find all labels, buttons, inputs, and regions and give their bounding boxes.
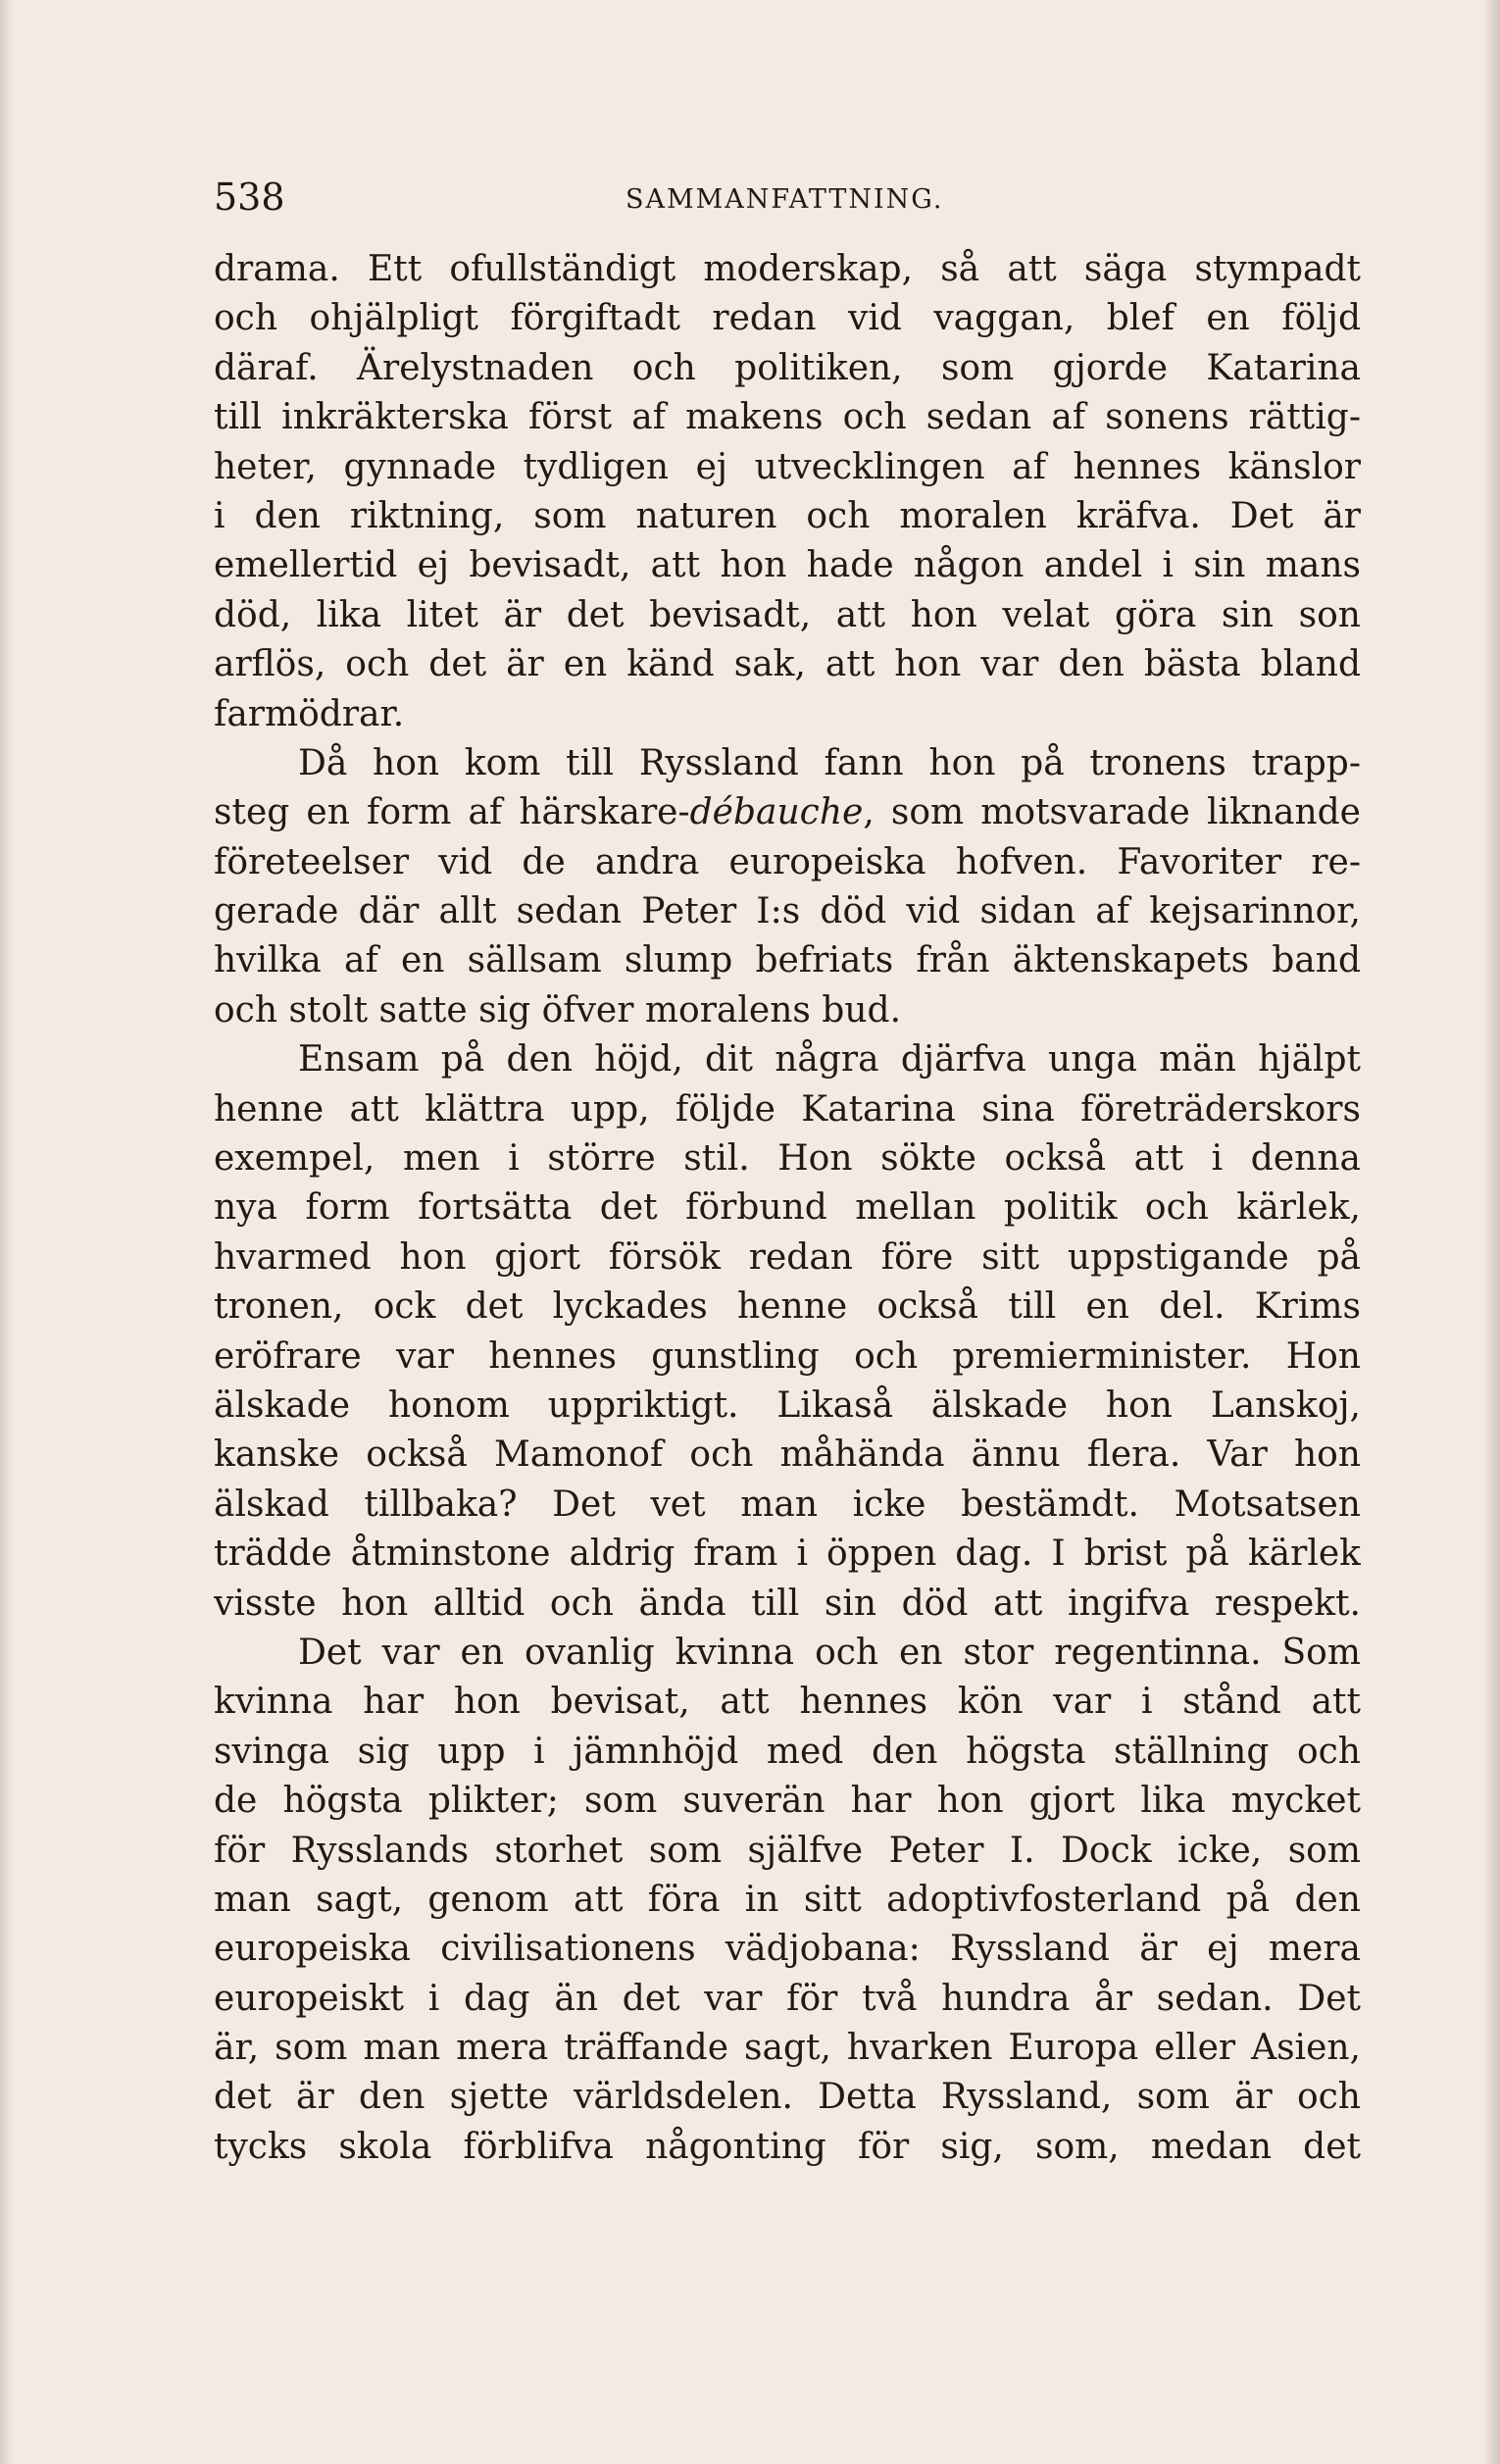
text-line: och ohjälpligt förgiftadt redan vid vaggan, blef en följd: [214, 298, 1361, 339]
text-line: hvilka af en sällsam slump befriats från äktenskapets band: [214, 940, 1361, 981]
page-number: 538: [214, 176, 285, 219]
text-line: nya form fortsätta det förbund mellan politik och kärlek,: [214, 1187, 1361, 1229]
text-line: hvarmed hon gjort försök redan före sitt uppstigande på: [214, 1236, 1361, 1278]
text-line: emellertid ej bevisadt, att hon hade någon andel i sin mans: [214, 545, 1361, 586]
running-head: SAMMANFATTNING.: [625, 184, 944, 215]
text-line: visste hon alltid och ända till sin död att ingifva respekt.: [214, 1583, 1361, 1624]
text-line: tycks skola förblifva någonting för sig, som, medan det: [214, 2126, 1361, 2167]
text-line: drama. Ett ofullständigt moderskap, så att säga stympadt: [214, 249, 1361, 289]
text-line: arflös, och det är en känd sak, att hon var den bästa bland: [214, 644, 1361, 685]
text-fragment: , som motsvarade liknande: [863, 792, 1361, 833]
text-line: europeiskt i dag än det var för två hundra år sedan. Det: [214, 1978, 1361, 2019]
text-line: för Rysslands storhet som själfve Peter I. Dock icke, som: [214, 1830, 1361, 1871]
text-line: är, som man mera träffande sagt, hvarken Europa eller Asien,: [214, 2028, 1361, 2069]
page-edge-right: [1482, 0, 1500, 2464]
text-line: däraf. Ärelystnaden och politiken, som gjorde Katarina: [214, 347, 1361, 388]
text-line: svinga sig upp i jämnhöjd med den högsta ställning och: [214, 1731, 1361, 1772]
text-line: exempel, men i större stil. Hon sökte också att i denna: [214, 1138, 1361, 1180]
text-line: företeelser vid de andra europeiska hofven. Favoriter re-: [214, 841, 1361, 882]
text-line: Det var en ovanlig kvinna och en stor regentinna. Som: [298, 1632, 1361, 1673]
text-line: kvinna har hon bevisat, att hennes kön var i stånd att: [214, 1682, 1361, 1723]
text-line: älskad tillbaka? Det vet man icke bestämdt. Motsatsen: [214, 1483, 1361, 1525]
text-line: europeiska civilisationens vädjobana: Ryssland är ej mera: [214, 1929, 1361, 1970]
page-edge-left: [0, 0, 14, 2464]
text-line: Ensam på den höjd, dit några djärfva unga män hjälpt: [298, 1039, 1361, 1081]
text-line: död, lika litet är det bevisadt, att hon velat göra sin son: [214, 594, 1361, 635]
text-line: det är den sjette världsdelen. Detta Ryssland, som är och: [214, 2077, 1361, 2118]
text-line: tronen, ock det lyckades henne också till en del. Krims: [214, 1286, 1361, 1328]
text-line-with-italic: [214, 788, 1361, 837]
text-line: trädde åtminstone aldrig fram i öppen dag. I brist på kärlek: [214, 1534, 1361, 1575]
text-line: farmödrar.: [214, 693, 405, 734]
text-line: man sagt, genom att föra in sitt adoptivfosterland på den: [214, 1879, 1361, 1920]
text-fragment: steg en form af härskare-: [214, 792, 690, 833]
text-line: eröfrare var hennes gunstling och premierminister. Hon: [214, 1335, 1361, 1377]
page-header: [214, 173, 1361, 222]
text-line: de högsta plikter; som suverän har hon gjort lika mycket: [214, 1781, 1361, 1822]
text-line: älskade honom uppriktigt. Likaså älskade hon Lanskoj,: [214, 1384, 1361, 1426]
text-line: henne att klättra upp, följde Katarina sina företräderskors: [214, 1088, 1361, 1130]
text-line: gerade där allt sedan Peter I:s död vid sidan af kejsarinnor,: [214, 891, 1361, 932]
text-line: Då hon kom till Ryssland fann hon på tronens trapp-: [298, 742, 1361, 783]
body-text: [214, 245, 1361, 2172]
text-line: och stolt satte sig öfver moralens bud.: [214, 989, 902, 1031]
text-line: till inkräkterska först af makens och sedan af sonens rättig-: [214, 397, 1361, 438]
text-line: kanske också Mamonof och måhända ännu flera. Var hon: [214, 1434, 1361, 1476]
text-line: heter, gynnade tydligen ej utvecklingen af hennes känslor: [214, 446, 1361, 487]
text-line: i den riktning, som naturen och moralen kräfva. Det är: [214, 495, 1361, 536]
italic-term: débauche: [689, 792, 864, 833]
